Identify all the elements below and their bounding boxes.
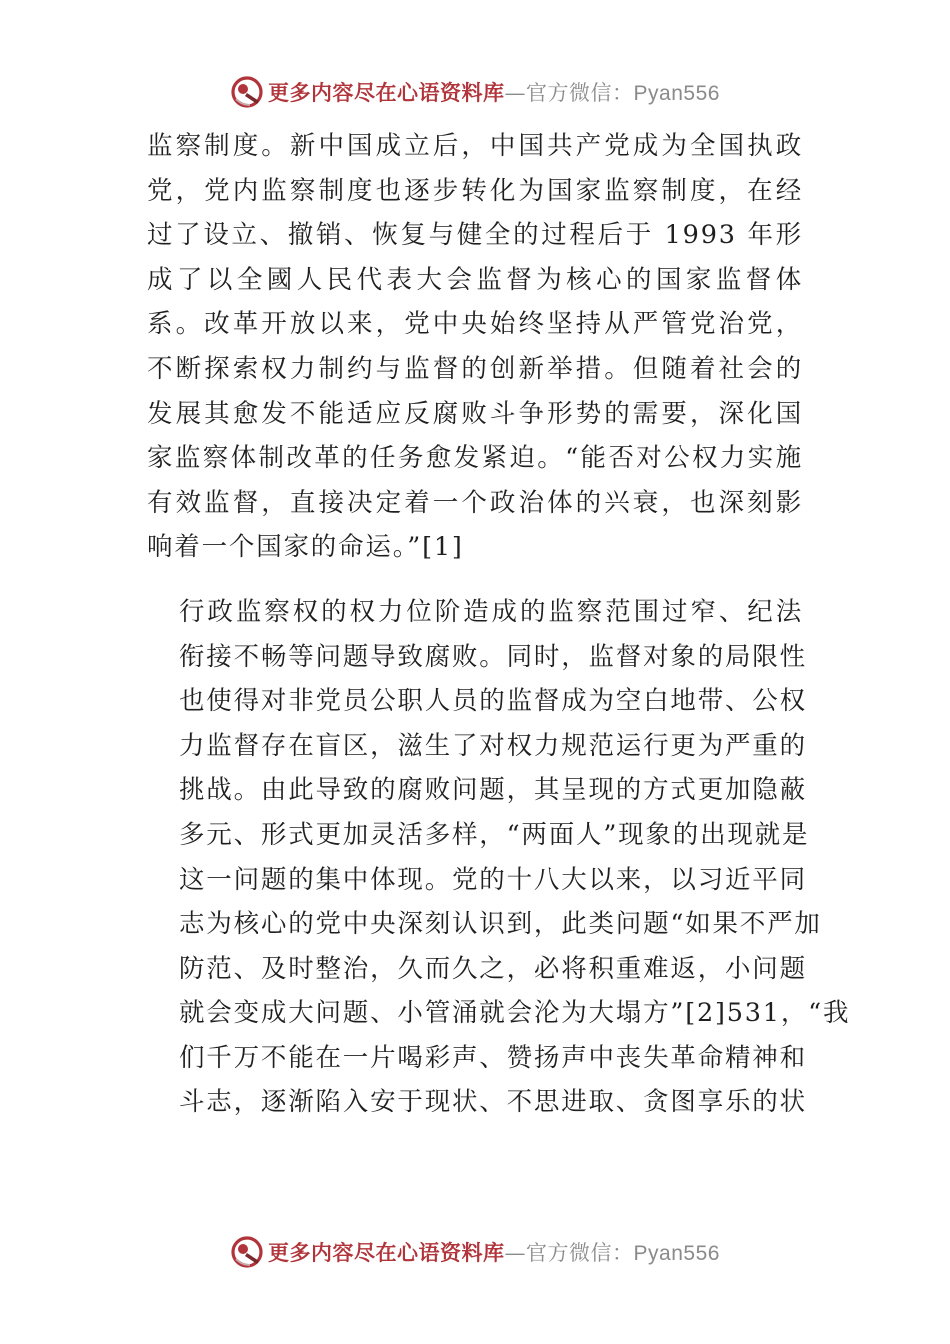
text-line: 多元、形式更加灵活多样，“两面人”现象的出现就是 [179,819,810,850]
text-line: 有效监督，直接决定着一个政治体的兴衰，也深刻影 [147,487,803,518]
watermark-text: 更多内容尽在心语资料库—官方微信：Pyan556 [268,1240,720,1265]
text-line: 监察制度。新中国成立后，中国共产党成为全国执政 [147,131,803,161]
text-line: 也使得对非党员公职人员的监督成为空白地带、公权 [179,686,807,717]
text-line: 防范、及时整治，久而久之，必将积重难返，小问题 [179,953,807,984]
text-line: 家监察体制改革的任务愈发紧迫。“能否对公权力实施 [147,443,803,474]
text-line: 斗志，逐渐陷入安于现状、不思进取、贪图享乐的状 [179,1087,807,1118]
text-line: 这一问题的集中体现。党的十八大以来，以习近平同 [179,864,807,895]
text-line: 党，党内监察制度也逐步转化为国家监察制度，在经 [147,175,803,206]
text-line: 行政监察权的权力位阶造成的监察范围过窄、纪法 [179,596,803,627]
text-line: 过了设立、撤销、恢复与健全的过程后于 1993 年形 [147,220,803,251]
header-watermark [0,72,950,112]
text-line: 成了以全國人民代表大会监督为核心的国家监督体 [147,264,803,295]
paragraph-1 [147,124,803,570]
paragraph-2 [147,590,851,1125]
footer-watermark [0,1232,950,1272]
text-line: 衔接不畅等问题导致腐败。同时，监督对象的局限性 [179,641,807,672]
red-circle-logo-icon [230,75,264,109]
text-line: 系。改革开放以来，党中央始终坚持从严管党治党， [147,309,803,340]
document-body [147,124,851,1125]
text-line: 们千万不能在一片喝彩声、赞扬声中丧失革命精神和 [179,1042,807,1073]
text-line: 不断探索权力制约与监督的创新举措。但随着社会的 [147,353,803,384]
red-circle-logo-icon [230,1235,264,1269]
text-line: 力监督存在盲区，滋生了对权力规范运行更为严重的 [179,730,807,761]
text-line: 响着一个国家的命运。”[1] [147,532,464,563]
text-line: 就会变成大问题、小管涌就会沦为大塌方”[2]531，“我 [179,998,851,1029]
text-line: 挑战。由此导致的腐败问题，其呈现的方式更加隐蔽 [179,775,807,806]
text-line: 志为核心的党中央深刻认识到，此类问题“如果不严加 [179,909,822,940]
text-line: 发展其愈发不能适应反腐败斗争形势的需要，深化国 [147,398,803,429]
watermark-text: 更多内容尽在心语资料库—官方微信：Pyan556 [268,80,720,105]
